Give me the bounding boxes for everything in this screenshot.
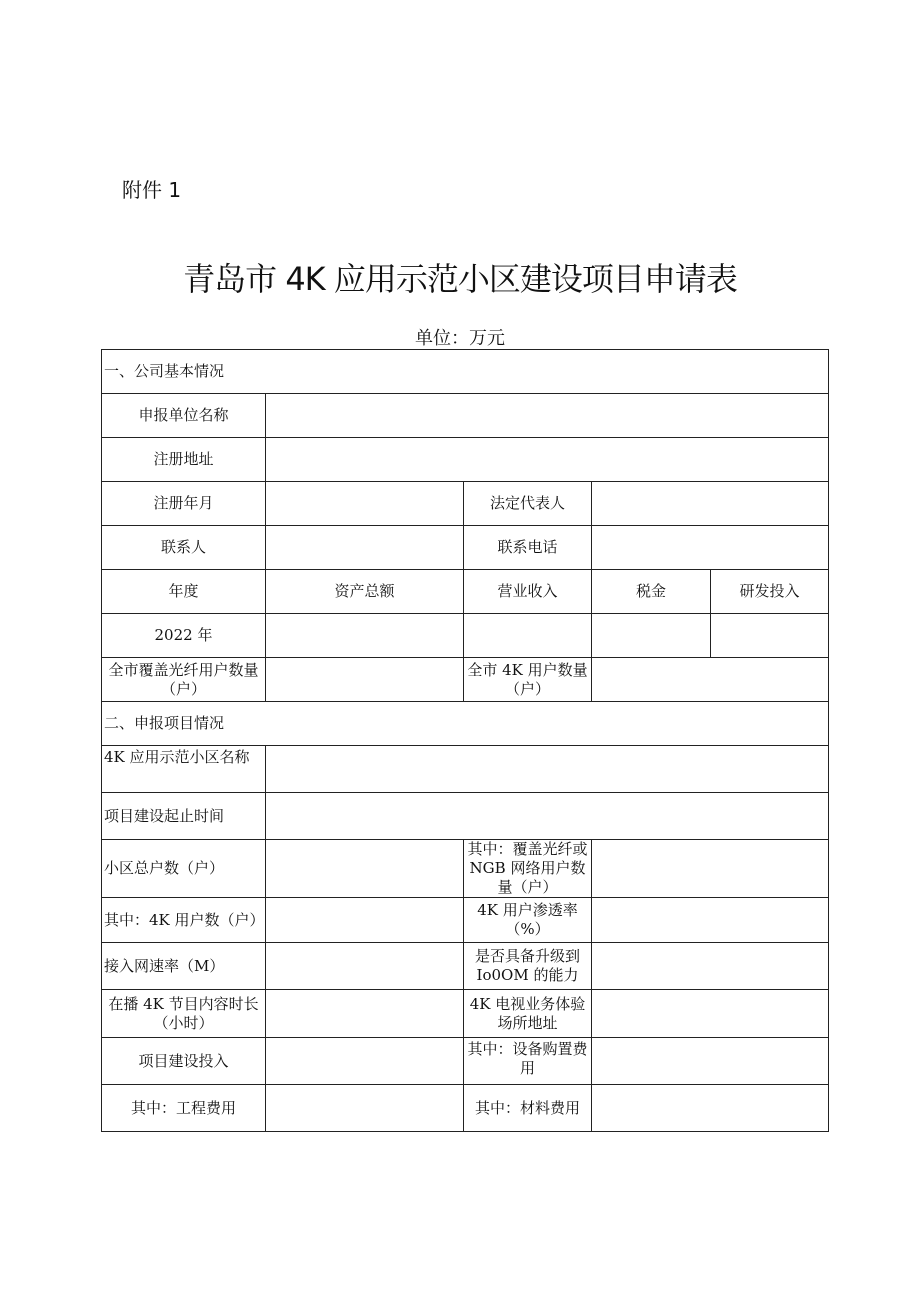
fiber-users-field[interactable]: [266, 658, 464, 702]
application-form-table: [101, 349, 829, 1132]
total-households-label: 小区总户数（户）: [102, 840, 266, 898]
registered-address-label: 注册地址: [102, 438, 266, 482]
engineering-cost-field[interactable]: [266, 1085, 464, 1132]
upgrade-ability-label: 是否具备升级到 Io0OM 的能力: [464, 943, 592, 990]
revenue-2022-field[interactable]: [464, 614, 592, 658]
broadcast-hours-field[interactable]: [266, 990, 464, 1038]
equipment-cost-label: 其中：设备购置费用: [464, 1038, 592, 1085]
engineering-cost-label: 其中：工程费用: [102, 1085, 266, 1132]
col-year-header: 年度: [102, 570, 266, 614]
col-revenue-header: 营业收入: [464, 570, 592, 614]
page-title: 青岛市 4K 应用示范小区建设项目申请表: [183, 260, 737, 298]
contact-person-label: 联系人: [102, 526, 266, 570]
access-rate-label: 接入网速率（M）: [102, 943, 266, 990]
construction-period-field[interactable]: [266, 793, 829, 840]
construction-investment-label: 项目建设投入: [102, 1038, 266, 1085]
construction-investment-field[interactable]: [266, 1038, 464, 1085]
upgrade-ability-field[interactable]: [592, 943, 829, 990]
tax-2022-field[interactable]: [592, 614, 711, 658]
k4-households-field[interactable]: [266, 898, 464, 943]
legal-rep-field[interactable]: [592, 482, 829, 526]
contact-person-field[interactable]: [266, 526, 464, 570]
unit-label: 单位：万元: [415, 328, 505, 349]
fiber-ngb-users-field[interactable]: [592, 840, 829, 898]
total-households-field[interactable]: [266, 840, 464, 898]
community-name-label: 4K 应用示范小区名称: [102, 746, 266, 793]
material-cost-label: 其中：材料费用: [464, 1085, 592, 1132]
k4-penetration-field[interactable]: [592, 898, 829, 943]
section1-heading: 一、公司基本情况: [102, 350, 829, 394]
section2-heading: 二、申报项目情况: [102, 702, 829, 746]
contact-phone-label: 联系电话: [464, 526, 592, 570]
material-cost-field[interactable]: [592, 1085, 829, 1132]
broadcast-hours-label: 在播 4K 节目内容时长（小时）: [102, 990, 266, 1038]
construction-period-label: 项目建设起止时间: [102, 793, 266, 840]
equipment-cost-field[interactable]: [592, 1038, 829, 1085]
assets-2022-field[interactable]: [266, 614, 464, 658]
access-rate-field[interactable]: [266, 943, 464, 990]
col-assets-header: 资产总额: [266, 570, 464, 614]
col-tax-header: 税金: [592, 570, 711, 614]
community-name-field[interactable]: [266, 746, 829, 793]
contact-phone-field[interactable]: [592, 526, 829, 570]
fiber-users-label: 全市覆盖光纤用户数量（户）: [102, 658, 266, 702]
k4-penetration-label: 4K 用户渗透率（%）: [464, 898, 592, 943]
attachment-label: 附件 1: [122, 178, 182, 202]
legal-rep-label: 法定代表人: [464, 482, 592, 526]
k4-households-label: 其中：4K 用户数（户）: [102, 898, 266, 943]
k4-users-city-label: 全市 4K 用户数量（户）: [464, 658, 592, 702]
experience-address-label: 4K 电视业务体验场所地址: [464, 990, 592, 1038]
experience-address-field[interactable]: [592, 990, 829, 1038]
registration-date-field[interactable]: [266, 482, 464, 526]
year-2022-label: 2022 年: [102, 614, 266, 658]
registered-address-field[interactable]: [266, 438, 829, 482]
rd-2022-field[interactable]: [711, 614, 829, 658]
applicant-name-field[interactable]: [266, 394, 829, 438]
k4-users-city-field[interactable]: [592, 658, 829, 702]
registration-date-label: 注册年月: [102, 482, 266, 526]
fiber-ngb-users-label: 其中：覆盖光纤或 NGB 网络用户数量（户）: [464, 840, 592, 898]
applicant-name-label: 申报单位名称: [102, 394, 266, 438]
col-rd-header: 研发投入: [711, 570, 829, 614]
